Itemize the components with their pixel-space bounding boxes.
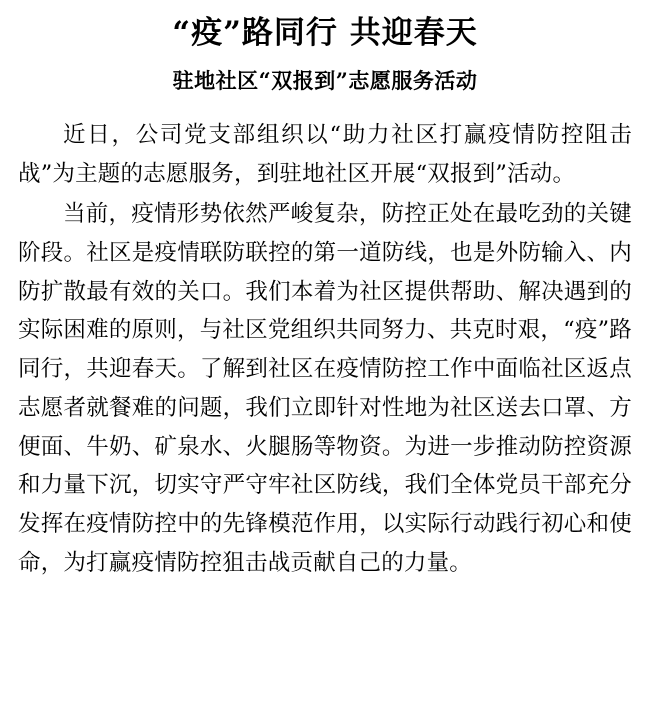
document-body [18,116,632,582]
paragraph: 当前，疫情形势依然严峻复杂，防控正处在最吃劲的关键阶段。社区是疫情联防联控的第一道防线，也是外防输入、内防扩散最有效的关口。我们本着为社区提供帮助、解决遇到的实际困难的原则，与社区党组织共同努力、共克时艰，“疫”路同行，共迎春天。了解到社区在疫情防控工作中面临社区返点志愿者就餐难的问题，我们立即针对性地为社区送去口罩、方便面、牛奶、矿泉水、火腿肠等物资。为进一步推动防控资源和力量下沉，切实守严守牢社区防线，我们全体党员干部充分发挥在疫情防控中的先锋模范作用，以实际行动践行初心和使命，为打赢疫情防控狙击战贡献自己的力量。 [18,201,632,576]
paragraph: 近日，公司党支部组织以“助力社区打赢疫情防控阻击战”为主题的志愿服务，到驻地社区开展“双报到”活动。 [18,122,632,187]
page-subtitle: 驻地社区“双报到”志愿服务活动 [172,67,478,93]
page-title: “疫”路同行 共迎春天 [172,15,478,51]
